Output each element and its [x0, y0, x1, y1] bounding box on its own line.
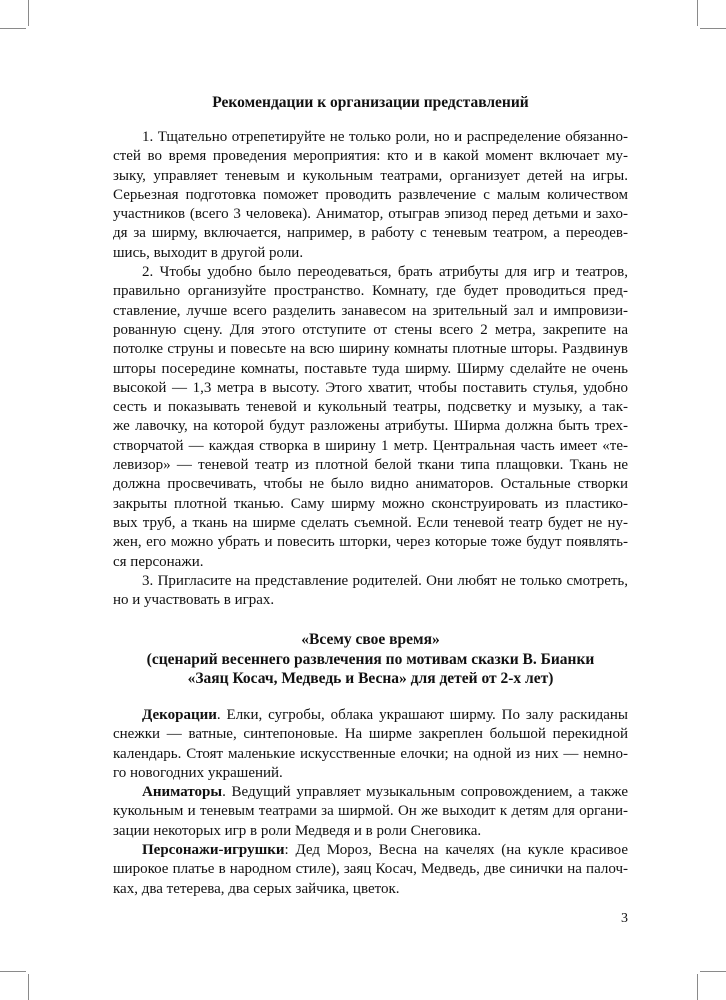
decorations-paragraph — [113, 706, 628, 725]
text-line: 2. Чтобы удобно было переодеваться, брать атрибуты для игр и театров, — [142, 264, 628, 281]
crop-mark — [697, 974, 698, 1000]
text-line: сесть и показывать теневой и кукольный театры, подсветку и музыку, а так- — [113, 399, 628, 416]
text-line: но и участвовать в играх. — [113, 592, 275, 609]
text-line: шись, выходит в другой роли. — [113, 244, 304, 261]
text-line: рованную сцену. Для этого отступите от стены всего 2 метра, закрепите на — [113, 321, 628, 338]
text-line: участников (всего 3 человека). Аниматор, отыграв эпизод перед детьми и захо- — [113, 206, 628, 223]
text-fragment: . Ведущий управляет музыкальным сопровождением, а также — [222, 784, 628, 801]
text-line: шторы посередине комнаты, поставьте туда ширму. Ширму сделайте не очень — [113, 360, 628, 377]
text-line: 3. Пригласите на представление родителей. Они любят не только смотреть, — [142, 572, 628, 589]
characters-label: Персонажи-игрушки — [142, 842, 285, 859]
text-line: вых труб, а ткань на ширме сделать съемной. Если теневой театр будет не ну- — [113, 514, 628, 531]
text-line: левизор» — теневой театр из плотной белой ткани типа плащовки. Ткань не — [113, 457, 628, 474]
text-line: ся персонажи. — [113, 553, 204, 570]
section-title-recommendations: Рекомендации к организации представлений — [212, 94, 529, 111]
recommendations-text — [113, 128, 628, 610]
text-line: 1. Тщательно отрепетируйте не только роли, но и распределение обязанно- — [142, 129, 628, 145]
text-line: жен, его можно убрать и повесить шторки, через которые тоже будут появлять- — [113, 534, 628, 551]
text-line: ставление, лучше всего разделить занавесом на зрительный зал и импровизи- — [113, 302, 628, 319]
text-line: ках, два тетерева, два серых зайчика, цветок. — [113, 880, 400, 897]
crop-mark — [28, 0, 29, 26]
text-line: правильно организуйте пространство. Комнату, где будет проводиться пред- — [113, 283, 628, 300]
scenario-subtitle-line: (сценарий весеннего развлечения по мотивам сказки В. Бианки — [146, 650, 595, 668]
decorations-label: Декорации — [142, 707, 217, 723]
text-line: потолке струны и повесьте на всю ширину комнаты плотные шторы. Раздвинув — [113, 341, 628, 358]
crop-mark — [700, 971, 726, 972]
text-line: зыку, управляет теневым и кукольным театрами, организует детей на игры. — [113, 167, 628, 184]
scenario-text — [113, 706, 628, 899]
text-fragment: . Елки, сугробы, облака украшают ширму. По залу раскиданы — [216, 707, 628, 723]
animators-label: Аниматоры — [142, 784, 223, 801]
text-line: дя за ширму, включается, например, в работу с теневым театром, а переодев- — [113, 225, 628, 242]
crop-mark — [0, 971, 26, 972]
scenario-subtitle-line: «Заяц Косач, Медведь и Весна» для детей от 2-х лет) — [187, 670, 554, 687]
text-line: широкое платье в народном стиле), заяц Косач, Медведь, две синички на палоч- — [113, 861, 628, 878]
text-line: Серьезная подготовка поможет проводить развлечение с малым количеством — [113, 186, 628, 203]
page-number: 3 — [621, 911, 628, 926]
text-line: календарь. Стоят маленькие искусственные елочки; на одной из них — немно- — [113, 745, 628, 762]
animators-paragraph — [113, 783, 628, 802]
text-line: закрыты плотной тканью. Саму ширму можно сконструировать из пластико- — [113, 495, 628, 512]
scenario-title — [113, 630, 628, 689]
text-line: кукольным и теневым театрами за ширмой. Он же выходит к детям для органи- — [113, 803, 628, 820]
text-line: должна просвечивать, чтобы не было видно аниматоров. Остальные створки — [113, 476, 628, 493]
text-line: высокой — 1,3 метра в высоту. Этого хватит, чтобы поставить стулья, удобно — [113, 379, 628, 396]
crop-mark — [700, 28, 726, 29]
crop-mark — [28, 974, 29, 1000]
text-line: же лавочку, на которой будут разложены атрибуты. Ширма должна быть трех- — [113, 418, 628, 435]
crop-mark — [697, 0, 698, 26]
text-fragment: : Дед Мороз, Весна на качелях (на кукле красивое — [284, 842, 628, 859]
text-line: створчатой — каждая створка в ширину 1 метр. Центральная часть имеет «те- — [113, 437, 628, 454]
text-line: снежки — ватные, синтепоновые. На ширме закреплен большой перекидной — [113, 726, 628, 743]
crop-mark — [0, 28, 26, 29]
text-line: зации некоторых игр в роли Медведя и в роли Снеговика. — [113, 822, 482, 839]
text-line: го новогодних украшений. — [113, 764, 283, 781]
scenario-title-line: «Всему свое время» — [301, 631, 440, 648]
characters-paragraph — [113, 841, 628, 860]
text-line: стей во время проведения мероприятия: кто и в какой момент включает му- — [113, 148, 628, 165]
